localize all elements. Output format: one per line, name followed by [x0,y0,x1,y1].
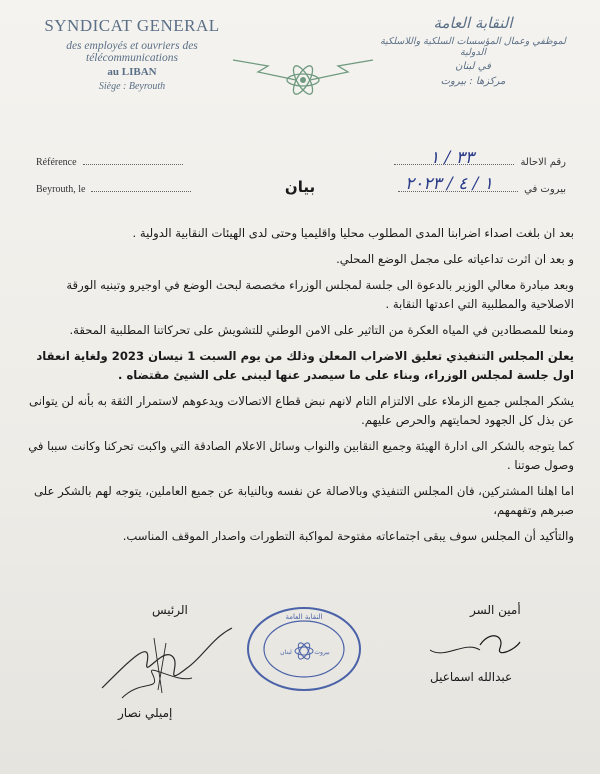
secretary-title: أمين السر [470,603,521,617]
stamp-text-low: لبنان [280,649,292,656]
paragraph: اما اهلنا المشتركين، فان المجلس التنفيذي وبالاصالة عن نفسه وبالنيابة عن جميع العاملين، يتوجه لهم بالشكر على صبرهم وتفهمهم، [33,484,574,517]
stamp-text-mid: بيروت [314,649,330,656]
secretary-signature-icon [420,620,540,670]
city-date-label-fr: Beyrouth, le [36,184,191,195]
president-name: إميلي نصار [118,706,173,720]
paragraph-announcement: يعلن المجلس التنفيذي تعليق الاضراب المعلن وذلك من يوم السبت 1 نيسان 2023 ولغاية انعقاد اول جلسة لمجلس الوزراء، وبناء على ما سيصدر عنها ليبنى على الشيئ مقتضاه . [36,349,574,382]
paragraph: ومنعا للمصطادين في المياه العكرة من التاثير على الامن الوطني للتشويش على تحركاتنا المطلبية المحقة. [69,323,574,337]
paragraph: بعد ان بلغت اصداء اضرابنا المدى المطلوب محليا واقليميا وحتى لدى الهيئات النقابية الدولية . [132,226,574,240]
paragraph: كما يتوجه بالشكر الى ادارة الهيئة وجميع النقابين والنواب وسائل الاعلام الصادقة التي واكبت تحركنا وكانت سببا في وصول صوتنا . [28,439,574,472]
org-country-ar: في لبنان [455,61,491,72]
paragraph: وبعد مبادرة معالي الوزير بالدعوة الى جلسة لمجلس الوزراء مخصصة لبحث الوضع في اوجيرو وتبنيه الورقة الاصلاحية والمطلبية التي اعدتها النقابة . [66,278,574,311]
official-stamp-icon [244,604,364,694]
president-title: الرئيس [152,603,188,617]
org-seat-fr: Siège : Beyrouth [98,81,166,92]
reference-number-handwritten: ٣٣ / ١ [430,148,474,168]
president-signature-icon [92,618,242,708]
city-date-label-ar: بيروت في [398,184,566,195]
org-name-fr: SYNDICAT GENERAL [44,16,220,35]
document-title: بيان [284,178,316,196]
union-atom-logo-icon [228,46,378,106]
letterhead-french [22,16,242,92]
paragraph: والتأكيد أن المجلس سوف يبقى اجتماعاته مفتوحة لمواكبة التطورات واصدار الموقف المناسب. [122,529,574,543]
date-handwritten: ١ / ٤ / ٢٠٢٣ [405,174,493,194]
statement-body [26,224,574,553]
org-name-ar: النقابة العامة [433,14,513,32]
reference-label-fr: Référence [36,157,183,168]
org-subtitle-ar: لموظفي وعمال المؤسسات السلكية واللاسلكية الدولية [380,36,566,58]
org-subtitle-fr: des employés et ouvriers des télécommunications [66,40,198,64]
reference-label-ar: رقم الاحالة [394,157,566,168]
letterhead-arabic [368,14,578,87]
org-seat-ar: مركزها : بيروت [440,76,506,87]
stamp-text-top: النقابة العامة [285,613,323,621]
secretary-name: عبدالله اسماعيل [430,670,513,684]
paragraph: و بعد ان اثرت تداعياته على مجمل الوضع المحلي. [336,252,574,266]
paragraph: يشكر المجلس جميع الزملاء على الالتزام التام لانهم نبض قطاع الاتصالات ويدعوهم لاستمرار الثقة به بأنه لن يتوانى عن بذل كل الجهود لحمايتهم والحرص عليهم. [29,394,574,427]
org-country-fr: au LIBAN [107,66,157,78]
